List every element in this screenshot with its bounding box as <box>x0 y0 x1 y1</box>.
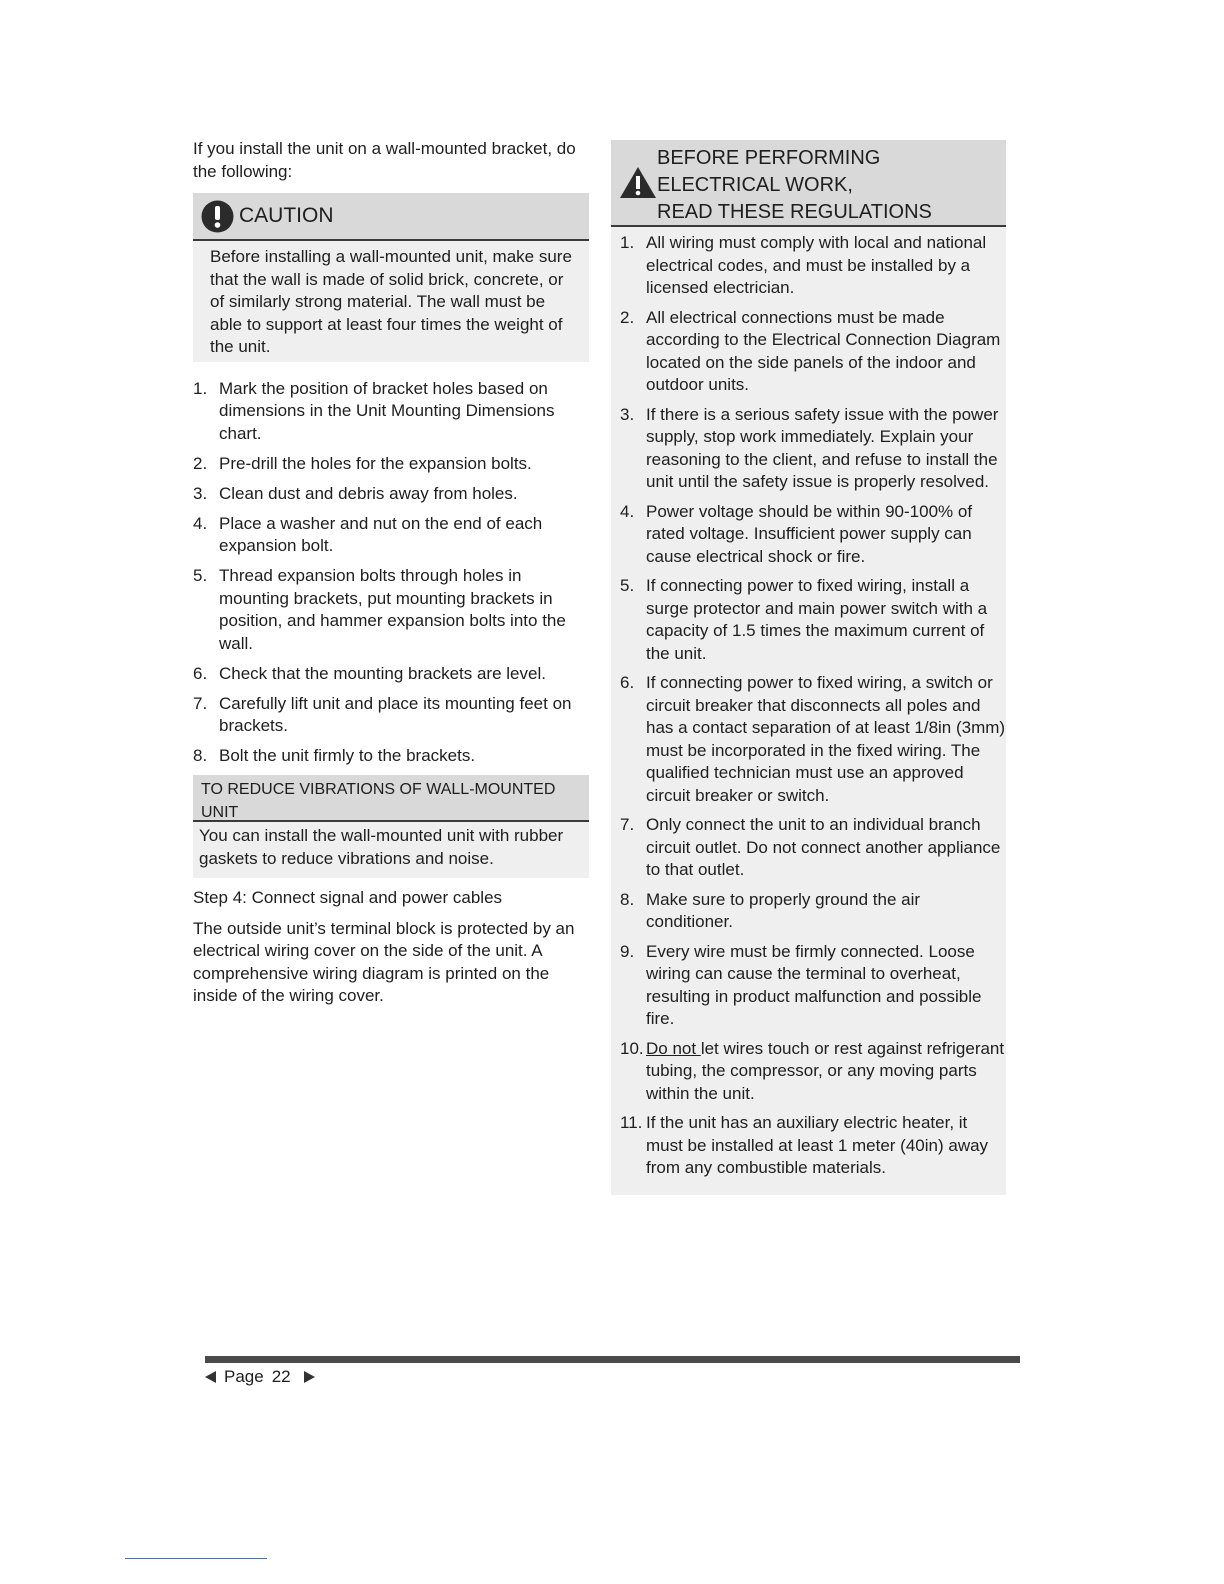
decorative-line <box>125 1558 267 1559</box>
list-item <box>193 565 589 655</box>
reg-text: If there is a serious safety issue with the power supply, stop work immediately. Explain your reasoning to the client, and refuse to install the unit until the safety issue is properly resolved. <box>646 404 999 491</box>
underlined-text: Do not <box>646 1038 701 1058</box>
reg-number: 7. <box>620 815 635 834</box>
step-text: Carefully lift unit and place its mounting feet on brackets. <box>219 693 572 735</box>
reg-text-rest: let wires touch or rest against refrigerant tubing, the compressor, or any moving parts within the unit. <box>646 1038 1005 1103</box>
installation-steps <box>193 378 589 768</box>
step-number: 6. <box>193 663 208 683</box>
next-page-icon[interactable] <box>304 1371 315 1383</box>
regulations-list <box>611 232 1006 1180</box>
vibration-note-box <box>193 775 589 878</box>
step-number: 8. <box>193 746 208 765</box>
reg-number: 4. <box>620 501 635 521</box>
step-text: Bolt the unit firmly to the brackets. <box>219 746 476 765</box>
list-item <box>193 693 589 738</box>
reg-text <box>646 1038 1006 1106</box>
step-number: 5. <box>193 566 208 585</box>
vibration-note-title: TO REDUCE VIBRATIONS OF WALL-MOUNTED UNIT <box>193 775 589 822</box>
list-item <box>611 941 1006 1031</box>
warning-triangle-icon <box>619 166 657 199</box>
list-item <box>193 483 589 506</box>
reg-text: Make sure to properly ground the air conditioner. <box>646 889 921 931</box>
footer-divider <box>205 1356 1020 1363</box>
list-item <box>611 307 1006 397</box>
step-text: Thread expansion bolts through holes in mounting brackets, put mounting brackets in position, and hammer expansion bolts into the wall. <box>219 566 566 653</box>
page-number: 22 <box>271 1367 291 1386</box>
list-item <box>611 672 1006 807</box>
regulations-title-line: ELECTRICAL WORK, <box>657 174 853 196</box>
page-footer <box>205 1367 315 1387</box>
list-item <box>193 513 589 558</box>
step-text: Pre-drill the holes for the expansion bolts. <box>219 453 532 473</box>
list-item <box>193 745 589 768</box>
reg-number: 9. <box>620 941 635 961</box>
list-item <box>611 1112 1006 1180</box>
list-item <box>611 889 1006 934</box>
regulations-header <box>611 140 1006 227</box>
list-item <box>611 575 1006 665</box>
regulations-title-line: BEFORE PERFORMING <box>657 147 881 169</box>
reg-text: Power voltage should be within 90-100% of rated voltage. Insufficient power supply can cause electrical shock or fire. <box>646 501 973 566</box>
list-item <box>611 404 1006 494</box>
reg-text: All wiring must comply with local and national electrical codes, and must be installed by a licensed electrician. <box>646 233 987 297</box>
reg-number: 1. <box>620 233 635 252</box>
step-text: Check that the mounting brackets are level. <box>219 663 546 683</box>
electrical-regulations-panel <box>611 140 1006 1195</box>
caution-title: CAUTION <box>239 204 334 227</box>
intro-text: If you install the unit on a wall-mounted bracket, do the following: <box>193 139 576 181</box>
reg-text: If connecting power to fixed wiring, install a surge protector and main power switch with a capacity of 1.5 times the maximum current of the unit. <box>646 576 988 663</box>
left-column <box>193 138 589 1008</box>
step-4-heading: Step 4: Connect signal and power cables <box>193 888 503 907</box>
regulations-title <box>657 145 932 226</box>
step-number: 4. <box>193 513 208 533</box>
reg-number: 11. <box>620 1113 643 1132</box>
reg-number: 10. <box>620 1038 644 1058</box>
step-number: 1. <box>193 378 208 398</box>
caution-body: Before installing a wall-mounted unit, make sure that the wall is made of solid brick, concrete, or of similarly strong material. The wall must be able to support at least four times the weight of the unit. <box>193 241 589 362</box>
caution-box <box>193 193 589 362</box>
caution-header <box>193 193 589 241</box>
reg-text: If connecting power to fixed wiring, a switch or circuit breaker that disconnects all poles and has a contact separation of at least 1/8in (3mm) must be incorporated in the fixed wiring. The qualified technician must use an approved circuit breaker or switch. <box>646 673 1006 805</box>
exclamation-circle-icon <box>201 200 234 233</box>
reg-number: 6. <box>620 673 635 692</box>
terminal-block-text: The outside unit’s terminal block is protected by an electrical wiring cover on the side of the unit. A comprehensive wiring diagram is printed on the inside of the wiring cover. <box>193 918 575 1005</box>
vibration-note-body: You can install the wall-mounted unit with rubber gaskets to reduce vibrations and noise. <box>193 822 589 878</box>
page-label: Page <box>224 1367 264 1386</box>
reg-text: If the unit has an auxiliary electric heater, it must be installed at least 1 meter (40in) away from any combustible materials. <box>646 1113 989 1177</box>
step-number: 3. <box>193 483 208 503</box>
list-item <box>611 501 1006 569</box>
reg-text: Every wire must be firmly connected. Loose wiring can cause the terminal to overheat, resulting in product malfunction and possible fire. <box>646 941 982 1028</box>
reg-number: 3. <box>620 404 635 424</box>
step-text: Clean dust and debris away from holes. <box>219 483 518 503</box>
step-text: Mark the position of bracket holes based on dimensions in the Unit Mounting Dimensions chart. <box>219 378 555 443</box>
reg-number: 8. <box>620 889 635 909</box>
step-text: Place a washer and nut on the end of each expansion bolt. <box>219 513 543 555</box>
regulations-title-line: READ THESE REGULATIONS <box>657 201 932 223</box>
step-number: 7. <box>193 693 208 713</box>
list-item <box>193 378 589 446</box>
step-number: 2. <box>193 453 208 473</box>
previous-page-icon[interactable] <box>205 1371 216 1383</box>
reg-number: 5. <box>620 576 635 595</box>
list-item <box>611 1038 1006 1106</box>
reg-text: Only connect the unit to an individual branch circuit outlet. Do not connect another appliance to that outlet. <box>646 815 1001 879</box>
list-item <box>611 814 1006 882</box>
list-item <box>193 453 589 476</box>
list-item <box>193 663 589 686</box>
reg-number: 2. <box>620 307 635 327</box>
reg-text: All electrical connections must be made according to the Electrical Connection Diagram located on the side panels of the indoor and outdoor units. <box>646 307 1001 394</box>
list-item <box>611 232 1006 300</box>
